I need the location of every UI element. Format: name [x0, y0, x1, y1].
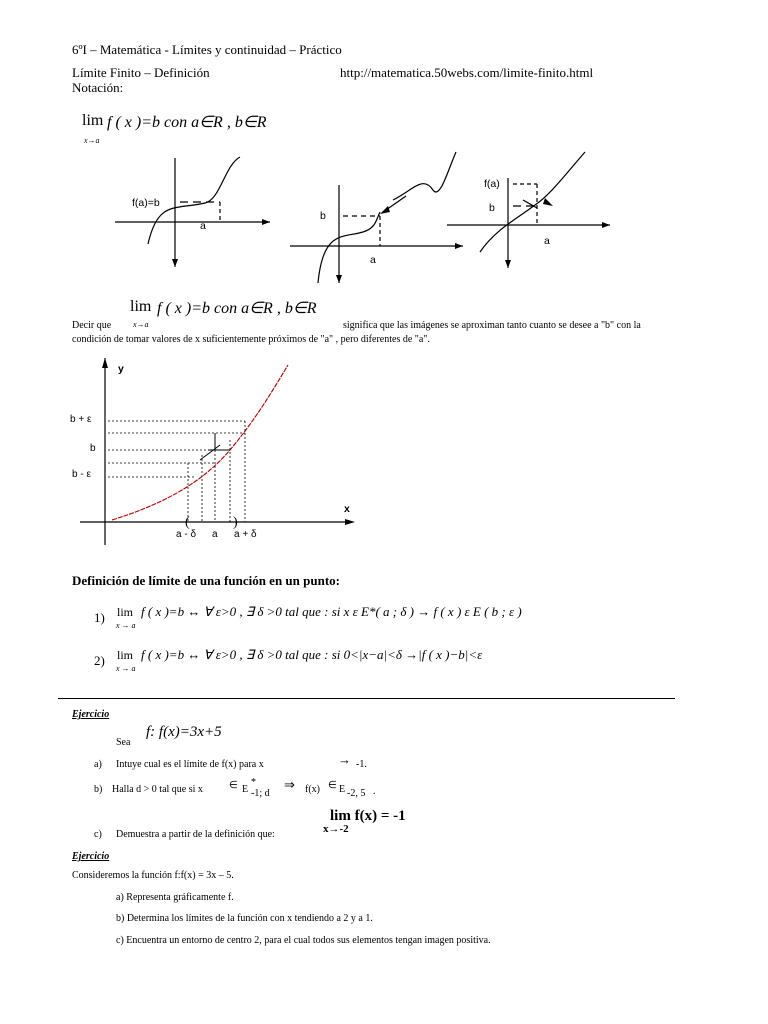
exercise-2-title: Ejercicio — [72, 851, 110, 862]
explanation-prefix: Decir que — [72, 320, 112, 331]
lim-subscript-2: x→a — [133, 320, 149, 329]
explanation-text-2: condición de tomar valores de x suficientemente próximos de "a" , pero diferentes de "a". — [72, 334, 430, 345]
exercise-1b-E: E — [242, 784, 249, 795]
exercise-1b-fx: f(x) — [305, 784, 320, 795]
svg-text:(: ( — [185, 515, 190, 530]
implies-arrow-icon: ⇒ — [284, 777, 295, 792]
definition-2-number: 2) — [94, 653, 105, 668]
definition-1-number: 1) — [94, 610, 105, 625]
g1-fa-label: f(a)=b — [132, 197, 160, 209]
limit-expression-2: f ( x )=b con a∈R , b∈R — [157, 300, 317, 317]
definition-1-sub: x → a — [116, 621, 136, 630]
g3-b-label: b — [489, 202, 495, 214]
exercise-1c-label: c) — [94, 829, 102, 840]
a-label: a — [212, 529, 218, 540]
exercise-1-function: f: f(x)=3x+5 — [146, 724, 222, 740]
definition-2-sub: x → a — [116, 664, 136, 673]
lim-subscript: x→a — [84, 136, 100, 145]
exercise-1b-sub2: -2, 5 — [347, 788, 366, 799]
exercise-1a-text: Intuye cual es el límite de f(x) para x — [116, 759, 264, 770]
g3-fa-label: f(a) — [484, 178, 500, 190]
exercise-1a-end: -1. — [356, 759, 367, 770]
exercise-2a: a) Representa gráficamente f. — [116, 892, 234, 903]
page-title: 6ºI – Matemática - Límites y continuidad – Práctico — [72, 42, 342, 57]
exercise-1b-label: b) — [94, 784, 103, 795]
g2-b-label: b — [320, 210, 326, 222]
exercise-1b-sub: -1; d — [251, 788, 270, 799]
exercise-1b-star: * — [251, 777, 256, 788]
exercise-1a-label: a) — [94, 759, 102, 770]
explanation-text-1: significa que las imágenes se aproximan tanto cuanto se desee a "b" con la — [343, 320, 641, 331]
section-divider — [58, 698, 675, 699]
source-url[interactable]: http://matematica.50webs.com/limite-finito.html — [340, 65, 594, 80]
definition-2-lim: lim — [117, 648, 134, 662]
definition-heading: Definición de límite de una función en un punto: — [72, 573, 340, 588]
lim-symbol: lim — [82, 112, 104, 129]
lim-symbol-2: lim — [130, 298, 152, 315]
tends-to-arrow-icon: → — [338, 752, 351, 767]
graph-continuous — [110, 155, 280, 270]
exercise-1b-text: Halla d > 0 tal que si x — [112, 784, 203, 795]
g1-a-label: a — [200, 220, 206, 232]
notation-label: Notación: — [72, 80, 124, 95]
exercise-1c-limit: lim f(x) = -1 — [330, 808, 406, 824]
g2-a-label: a — [370, 254, 376, 266]
exercise-1-sea: Sea — [116, 737, 131, 748]
exercise-1b-in2: ∈ — [328, 780, 337, 791]
definition-1-expression: f ( x )=b ↔ ∀ ε>0 , ∃ δ >0 tal que : si x ε E*( a ; δ ) → f ( x ) ε E ( b ; ε ) — [141, 604, 522, 619]
limit-expression: f ( x )=b con a∈R , b∈R — [107, 114, 267, 131]
exercise-1b-E2: E — [339, 784, 346, 795]
exercise-2-intro: Consideremos la función f:f(x) = 3x – 5. — [72, 870, 234, 881]
exercise-1b-in: ∈ — [229, 780, 238, 791]
section-title: Límite Finito – Definición — [72, 65, 210, 80]
b-minus-epsilon-label: b - ε — [72, 469, 91, 480]
graph-removable — [445, 150, 615, 270]
x-axis-label: x — [344, 503, 350, 515]
g3-a-label: a — [544, 235, 550, 247]
exercise-1c-sub: x→-2 — [323, 823, 349, 835]
exercise-1-title: Ejercicio — [72, 709, 110, 720]
y-axis-label: y — [118, 363, 124, 375]
a-minus-delta-label: a - δ — [176, 529, 197, 540]
exercise-1b-end: . — [373, 786, 376, 797]
exercise-2c: c) Encuentra un entorno de centro 2, para el cual todos sus elementos tengan imagen positiva. — [116, 935, 491, 946]
b-label: b — [90, 443, 96, 454]
a-plus-delta-label: a + δ — [234, 529, 257, 540]
svg-text:): ) — [233, 515, 238, 530]
definition-1-lim: lim — [117, 605, 134, 619]
definition-2-expression: f ( x )=b ↔ ∀ ε>0 , ∃ δ >0 tal que : si 0<|x−a|<δ →|f ( x )−b|<ε — [141, 647, 483, 662]
epsilon-delta-graph — [70, 355, 370, 550]
b-plus-epsilon-label: b + ε — [70, 414, 92, 425]
exercise-1c-text: Demuestra a partir de la definición que: — [116, 829, 275, 840]
exercise-2b: b) Determina los límites de la función con x tendiendo a 2 y a 1. — [116, 913, 373, 924]
graph-discontinuous-point — [288, 150, 468, 285]
